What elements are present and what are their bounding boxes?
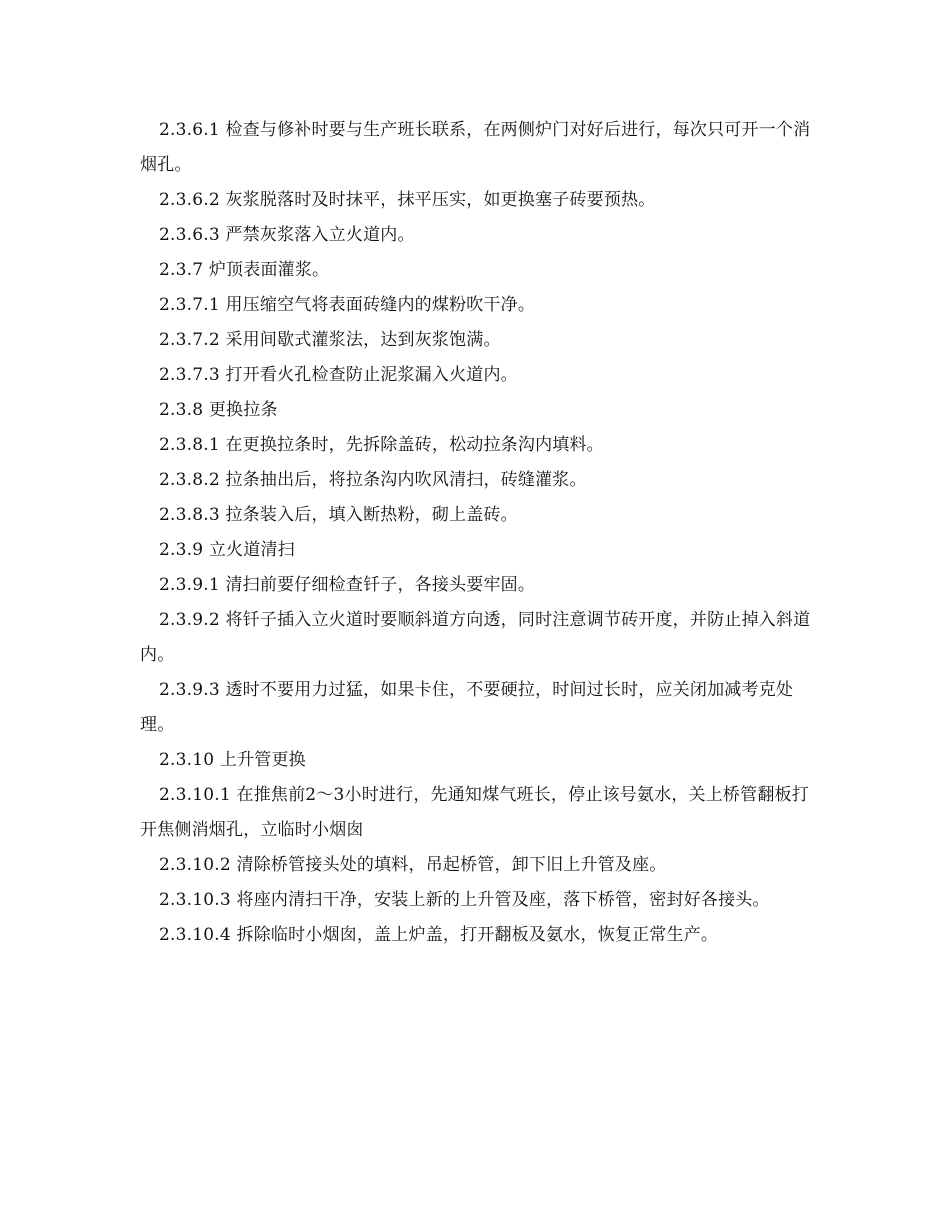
paragraph-2-3-8-1: 2.3.8.1 在更换拉条时，先拆除盖砖，松动拉条沟内填料。 (159, 435, 604, 455)
paragraph-2-3-10-2: 2.3.10.2 清除桥管接头处的填料，吊起桥管，卸下旧上升管及座。 (159, 855, 667, 875)
document-body (140, 113, 815, 953)
paragraph-2-3-9-2: 2.3.9.2 将钎子插入立火道时要顺斜道方向透，同时注意调节砖开度，并防止掉入斜道内。 (140, 610, 811, 665)
paragraph-2-3-6-3: 2.3.6.3 严禁灰浆落入立火道内。 (159, 225, 415, 245)
paragraph-2-3-10-1: 2.3.10.1 在推焦前2～3小时进行，先通知煤气班长，停止该号氨水，关上桥管翻板打开焦侧消烟孔，立临时小烟囱 (140, 785, 809, 840)
paragraph-2-3-9-3: 2.3.9.3 透时不要用力过猛，如果卡住，不要硬拉，时间过长时，应关闭加减考克处理。 (140, 680, 794, 735)
section-heading-2-3-9: 2.3.9 立火道清扫 (159, 540, 295, 560)
paragraph-2-3-10-4: 2.3.10.4 拆除临时小烟囱，盖上炉盖，打开翻板及氨水，恢复正常生产。 (159, 925, 719, 945)
paragraph-2-3-6-2: 2.3.6.2 灰浆脱落时及时抹平，抹平压实，如更换塞子砖要预热。 (159, 190, 656, 210)
paragraph-2-3-8-3: 2.3.8.3 拉条装入后，填入断热粉，砌上盖砖。 (159, 505, 518, 525)
paragraph-2-3-8-2: 2.3.8.2 拉条抽出后，将拉条沟内吹风清扫，砖缝灌浆。 (159, 470, 587, 490)
paragraph-2-3-7-3: 2.3.7.3 打开看火孔检查防止泥浆漏入火道内。 (159, 365, 518, 385)
paragraph-2-3-7-1: 2.3.7.1 用压缩空气将表面砖缝内的煤粉吹干净。 (159, 295, 536, 315)
section-heading-2-3-8: 2.3.8 更换拉条 (159, 400, 278, 420)
paragraph-2-3-10-3: 2.3.10.3 将座内清扫干净，安装上新的上升管及座，落下桥管，密封好各接头。 (159, 890, 770, 910)
section-heading-2-3-7: 2.3.7 炉顶表面灌浆。 (159, 260, 330, 280)
paragraph-2-3-9-1: 2.3.9.1 清扫前要仔细检查钎子，各接头要牢固。 (159, 575, 536, 595)
paragraph-2-3-6-1: 2.3.6.1 检查与修补时要与生产班长联系，在两侧炉门对好后进行，每次只可开一个消烟孔。 (140, 120, 811, 175)
section-heading-2-3-10: 2.3.10 上升管更换 (159, 750, 306, 770)
paragraph-2-3-7-2: 2.3.7.2 采用间歇式灌浆法，达到灰浆饱满。 (159, 330, 501, 350)
